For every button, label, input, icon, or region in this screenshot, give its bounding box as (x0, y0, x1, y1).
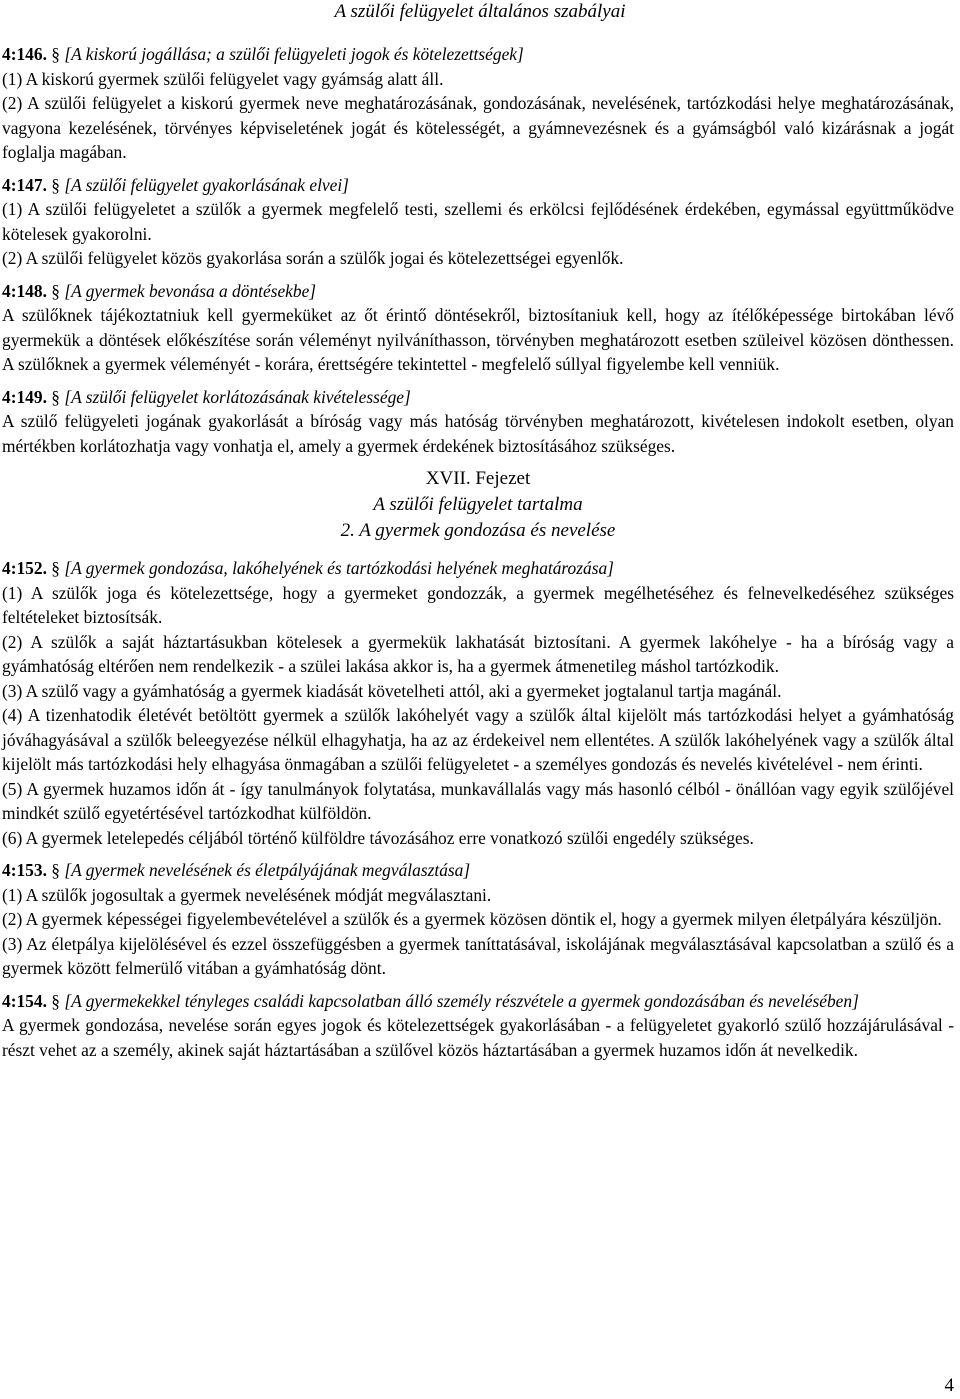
section-title: [A kiskorú jogállása; a szülői felügyeleti jogok és kötelezettségek] (64, 44, 524, 64)
chapter-number: XVII. Fejezet (425, 468, 531, 489)
page-number: 4 (944, 1375, 954, 1396)
section-number: 4:147. (2, 174, 47, 195)
section (2, 556, 954, 850)
paragraph: (1) A szülők joga és kötelezettsége, hogy a gyermeket gondozzák, a gyermek megélhetéséhez és felnevelkedéséhez szükséges feltételeket biztosítsák. (2, 582, 954, 627)
chapter-heading (2, 466, 954, 544)
paragraph: (6) A gyermek letelepedés céljából történő külföldre távozásához erre vonatkozó szülői engedély szükséges. (2, 827, 754, 848)
sections-bottom (2, 556, 954, 1062)
section-title: [A gyermek nevelésének és életpályájának megválasztása] (64, 860, 471, 880)
section-heading (2, 385, 954, 410)
section (2, 385, 954, 459)
section-symbol: § (46, 558, 65, 578)
chapter-subtitle: 2. A gyermek gondozása és nevelése (340, 520, 616, 541)
document-body (2, 42, 954, 1070)
paragraph: A szülőknek tájékoztatniuk kell gyermeküket az őt érintő döntésekről, biztosítaniuk kell, hogy az ítélőképessége birtokában lévő gyermekük a döntések előkészítése során véleményt nyilváníthasson, törvényben meghatározott esetben szüleivel közösen dönthessen. A szülőknek a gyermek véleményét - korára, érettségére tekintettel - megfelelő súllyal figyelembe kell venniük. (2, 305, 954, 374)
section-number: 4:152. (2, 558, 47, 578)
section-heading (2, 556, 954, 581)
section-heading (2, 989, 954, 1014)
section-title: [A szülői felügyelet korlátozásának kivételessége] (64, 386, 411, 407)
paragraph: (3) Az életpálya kijelölésével és ezzel összefüggésben a gyermek taníttatásával, iskolájának megválasztásával kapcsolatban a szülő és a gyermek között felmerülő vitában a gyámhatóság dönt. (2, 933, 954, 978)
paragraph: A gyermek gondozása, nevelése során egyes jogok és kötelezettségek gyakorlásában - a felügyeletet gyakorló szülő hozzájárulásával - részt vehet az a személy, akinek saját háztartásában a szülővel közös háztartásában a gyermek huzamos időn át nevelkedik. (2, 1015, 954, 1060)
section-title: [A szülői felügyelet gyakorlásának elvei] (64, 174, 349, 195)
section-symbol: § (46, 860, 65, 880)
section-number: 4:149. (2, 386, 47, 407)
running-header: A szülői felügyelet általános szabályai (334, 1, 626, 22)
section-heading (2, 173, 954, 198)
section-number: 4:146. (2, 44, 47, 64)
paragraph: A szülő felügyeleti jogának gyakorlását a bíróság vagy más hatóság törvényben meghatározott, kivételesen indokolt esetben, olyan mértékben korlátozhatja vagy vonhatja el, amely a gyermek érdekének biztosításához szükséges. (2, 411, 954, 456)
section-heading (2, 279, 954, 304)
paragraph: (2) A szülők a saját háztartásukban kötelesek a gyermekük lakhatását biztosítani. A gyermek lakóhelye - ha a bíróság vagy a gyámhatóság eltérően nem rendelkezik - a szülei lakása akkor is, ha a gyermek átmenetileg máshol tartózkodik. (2, 631, 954, 676)
sections-top (2, 42, 954, 458)
paragraph: (2) A gyermek képességei figyelembevételével a szülők és a gyermek közösen döntik el, hogy a gyermek milyen életpályára készüljön. (2, 909, 942, 929)
paragraph: (2) A szülői felügyelet közös gyakorlása során a szülők jogai és kötelezettségei egyenlők. (2, 248, 624, 268)
section-number: 4:148. (2, 280, 47, 301)
section-symbol: § (46, 990, 65, 1011)
section (2, 858, 954, 981)
section-symbol: § (46, 386, 65, 407)
section (2, 279, 954, 377)
section-heading (2, 42, 954, 67)
paragraph: (2) A szülői felügyelet a kiskorú gyermek neve meghatározásának, gondozásának, nevelésének, tartózkodási helye meghatározásának, vagyona kezelésének, törvényes képviseletének jogát és kötelességét, a gyámnevezésnek és a gyámságból való kizárásnak a jogát foglalja magában. (2, 93, 954, 162)
section-title: [A gyermek bevonása a döntésekbe] (64, 280, 317, 301)
paragraph: (1) A szülők jogosultak a gyermek nevelésének módját megválasztani. (2, 884, 492, 905)
section-number: 4:153. (2, 860, 47, 880)
paragraph: (1) A kiskorú gyermek szülői felügyelet vagy gyámság alatt áll. (2, 68, 444, 89)
paragraph: (1) A szülői felügyeletet a szülők a gyermek megfelelő testi, szellemi és erkölcsi fejlődésének érdekében, egymással együttműködve kötelesek gyakorolni. (2, 199, 954, 244)
paragraph: (4) A tizenhatodik életévét betöltött gyermek a szülők lakóhelyét vagy a szülők által kijelölt más tartózkodási helyet a gyámhatóság jóváhagyásával a szülők beleegyezése nélkül elhagyhatja, ha az az érdekeivel nem ellentétes. A szülők lakóhelyének vagy a szülők által kijelölt más tartózkodási hely elhagyása önmagában a szülői felügyeletet - a személyes gondozás és nevelés kivételével - nem érinti. (2, 705, 954, 774)
paragraph: (3) A szülő vagy a gyámhatóság a gyermek kiadását követelheti attól, aki a gyermeket jogtalanul tartja magánál. (2, 680, 782, 701)
section-symbol: § (46, 174, 65, 195)
section-number: 4:154. (2, 990, 47, 1011)
chapter-title: A szülői felügyelet tartalma (373, 494, 583, 515)
section-heading (2, 858, 954, 883)
section-title: [A gyermekekkel tényleges családi kapcsolatban álló személy részvétele a gyermek gondozásában és nevelésében] (64, 990, 859, 1011)
section (2, 989, 954, 1063)
section (2, 42, 954, 165)
section (2, 173, 954, 271)
paragraph: (5) A gyermek huzamos időn át - így tanulmányok folytatása, munkavállalás vagy más hasonló célból - önállóan vagy egyik szülőjével mindkét szülő egyetértésével tartózkodhat külföldön. (2, 778, 954, 823)
section-symbol: § (46, 280, 65, 301)
section-symbol: § (46, 44, 65, 64)
section-title: [A gyermek gondozása, lakóhelyének és tartózkodási helyének meghatározása] (64, 558, 614, 578)
